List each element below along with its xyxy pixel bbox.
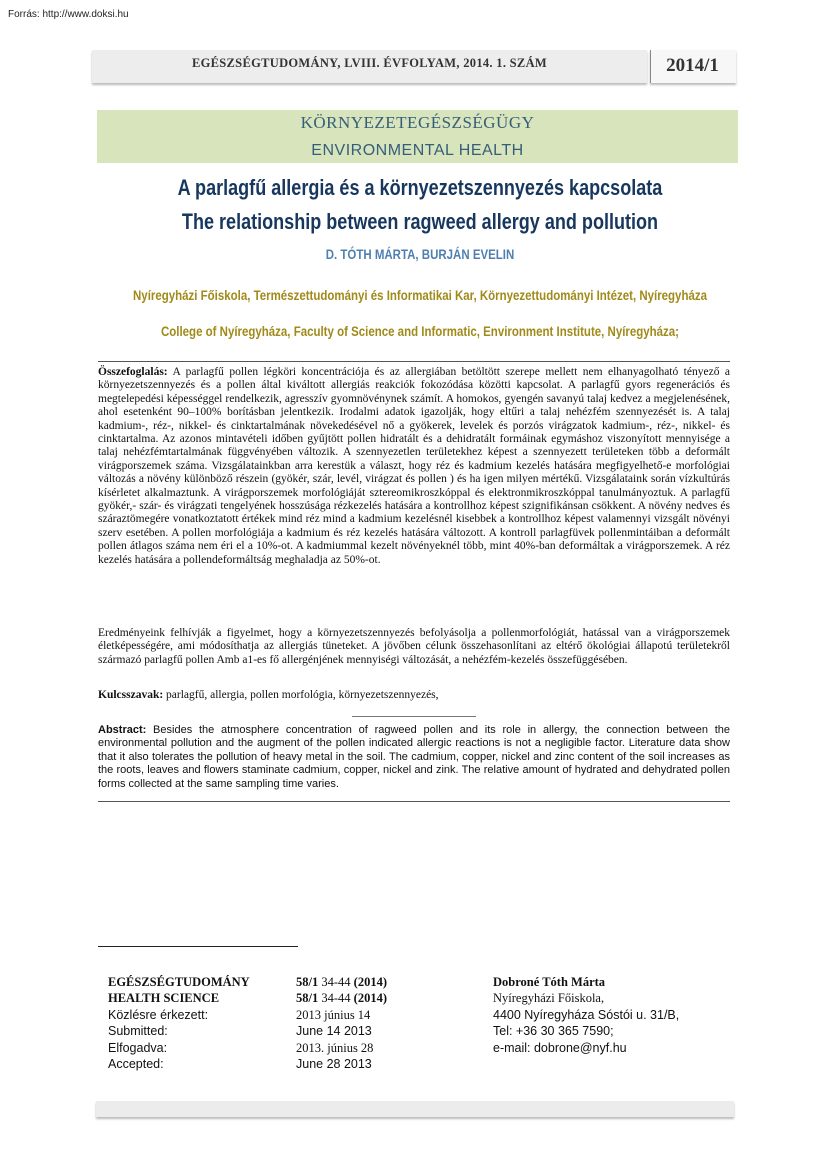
affiliation-hu: Nyíregyházi Főiskola, Természettudományi és Informatikai Kar, Környezettudományi Intézet, Nyíregyháza	[133, 287, 707, 303]
received-date-en: June 14 2013	[296, 1024, 372, 1039]
footer-labels	[108, 974, 250, 1072]
authors: D. TÓTH MÁRTA, BURJÁN EVELIN	[325, 246, 515, 262]
ref-en-pages: 34-44	[318, 991, 354, 1006]
contact-address: 4400 Nyíregyháza Sóstói u. 31/B,	[493, 1007, 680, 1022]
footer-ref-hu	[296, 974, 387, 990]
contact-phone: Tel: +36 30 365 7590;	[493, 1024, 614, 1039]
footer-journal-en: HEALTH SCIENCE	[108, 991, 220, 1006]
results-paragraph: Eredményeink felhívják a figyelmet, hogy a környezetszennyezés befolyásolja a pollenmorfológiát, hatással van a virágporszemek életképességére, ami módosíthatja az allergiás tüneteket. A jövőben célunk összehasonlítani az eltérő ökológiai állapotú területekről származó parlagfű pollen Amb a1-es fő allergénjének mennyiségi változását, a nehézfém-kezelés összefüggésében.	[98, 627, 730, 666]
footer-journal-hu: EGÉSZSÉGTUDOMÁNY	[108, 975, 250, 989]
contact-name: Dobroné Tóth Márta	[493, 975, 606, 989]
footnote-rule	[98, 946, 298, 947]
affiliation-en: College of Nyíregyháza, Faculty of Science and Informatic, Environment Institute, Nyíregyháza;	[160, 323, 679, 339]
footer-bar	[96, 1101, 734, 1117]
article-title-en: The relationship between ragweed allergy and pollution	[181, 209, 659, 234]
footer-ref-en	[296, 990, 387, 1006]
footer-values	[296, 974, 387, 1072]
divider-middle	[352, 716, 476, 717]
contact-org: Nyíregyházi Főiskola,	[493, 991, 605, 1006]
issue-number: 2014/1	[666, 55, 719, 76]
accepted-date-en: June 28 2013	[296, 1057, 372, 1072]
contact-email: e-mail: dobrone@nyf.hu	[493, 1040, 627, 1055]
source-note: Forrás: http://www.doksi.hu	[8, 9, 129, 20]
journal-title: EGÉSZSÉGTUDOMÁNY, LVIII. ÉVFOLYAM, 2014. 1. SZÁM	[192, 56, 547, 70]
received-date-hu: 2013 június 14	[296, 1007, 371, 1022]
accepted-date-hu: 2013. június 28	[296, 1040, 374, 1055]
section-title-hu: KÖRNYEZETEGÉSZSÉGÜGY	[300, 113, 535, 132]
ref-en-year: (2014)	[353, 991, 387, 1006]
abstract-en	[98, 724, 730, 791]
ref-en-volume: 58/1	[296, 991, 319, 1006]
keywords-label: Kulcsszavak:	[98, 689, 164, 701]
article-title-hu: A parlagfű allergia és a környezetszennyezés kapcsolata	[177, 175, 663, 200]
section-title-en: ENVIRONMENTAL HEALTH	[311, 142, 524, 159]
divider-bottom	[98, 801, 730, 802]
ref-hu-volume: 58/1	[296, 975, 319, 989]
divider-top	[98, 361, 730, 362]
accepted-label-en: Accepted:	[108, 1057, 164, 1072]
abstract-hu-text: A parlagfű pollen légköri koncentrációja és az allergiában betöltött szerepe mellett nem elhanyagolható tényező a környezetszennyezés és a pollen által kiváltott allergiás reakciók fokozódása közötti kapcsolat. A parlagfű gyors regenerációs és megtelepedési képességgel rendelkezik, agresszív gyomnövénynek számít. A homokos, gyengén savanyú talaj kedvez a megjelenésének, ahol esetenként 90–100% borításban jelentkezik. Irodalmi adatok igazolják, hogy eltűri a talaj nehézfém szennyezését is. A talaj kadmium-, réz-, nikkel- és cinktartalmának növekedésével nő a gyökerek, levelek és porzós virágzatok kadmium-, réz-, nikkel- és cinktartalma. Az azonos mintavételi időben gyűjtött pollen hidratált és a dehidratált formáinak egymáshoz viszonyított mennyisége a talaj nehézfémtartalmának függvényében változik. A szennyezetlen területekhez képest a szennyezett területeken több a deformált virágporszemek száma. Vizsgálatainkban arra kerestük a választ, hogy réz és kadmium kezelés hatására megfigyelhető-e morfológiai változás a növény különböző részein (gyökér, szár, levél, virágzat és pollen ) és ha igen milyen mértékű. Vizsgálataink során vízkultúrás kísérletet alkalmaztunk. A virágporszemek morfológiáját sztereomikroszkóppal és elektronmikroszkóppal tanulmányoztuk. A parlagfű gyökér,- szár- és virágzati tengelyének hosszúsága rézkezelés hatására a kontrollhoz képest szignifikánsan csökkent. A növény nedves és száraztömegére vonatkoztatott értékek mind réz mind a kadmium kezelésnél kisebbek a kontrollhoz képest valamennyi vizsgált növényi szerv esetében. A pollen morfológiája a kadmium és réz kezelés hatására változott. A kontroll parlagfüvek pollenmintáiban a deformált pollen átlagos száma nem éri el a 10%-ot. A kadmiummal kezelt növényeknél több, mint 40%-ban deformáltak a virágporszemek. A réz kezelés hatására a pollendeformáltság meghaladja az 50%-ot.	[98, 366, 730, 566]
keywords	[98, 689, 730, 702]
ref-hu-pages: 34-44	[318, 975, 354, 989]
footer-contact	[493, 974, 679, 1056]
accepted-label-hu: Elfogadva:	[108, 1040, 168, 1055]
ref-hu-year: (2014)	[353, 975, 387, 989]
received-label-hu: Közlésre érkezett:	[108, 1007, 209, 1022]
abstract-en-label: Abstract:	[98, 724, 147, 736]
keywords-text: parlagfű, allergia, pollen morfológia, környezetszennyezés,	[163, 689, 439, 701]
received-label-en: Submitted:	[108, 1024, 168, 1039]
abstract-hu-label: Összefoglalás:	[98, 366, 168, 378]
abstract-hu	[98, 366, 730, 567]
abstract-en-text: Besides the atmosphere concentration of ragweed pollen and its role in allergy, the connection between the environmental pollution and the augment of the pollen indicated allergic reactions is not a negligible factor. Literature data show that it also tolerates the pollution of heavy metal in the soil. The cadmium, copper, nickel and zinc content of the soil increases as the roots, leaves and flowers staminate cadmium, copper, nickel and zink. The relative amount of hydrated and dehydrated pollen forms collected at the same sampling time varies.	[98, 724, 730, 790]
